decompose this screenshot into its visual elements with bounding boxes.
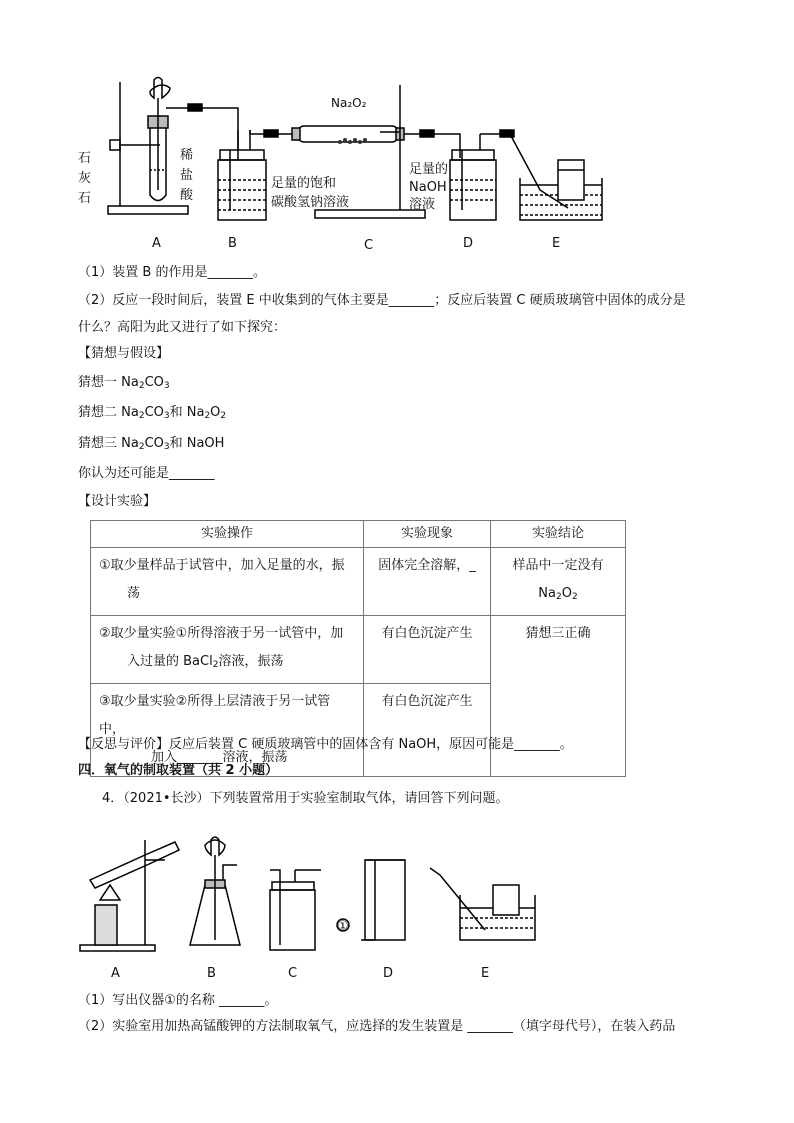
guess-heading: 【猜想与假设】 xyxy=(78,346,170,361)
d-label-1: 足量的 xyxy=(409,162,449,177)
question-4-1: （1）写出仪器①的名称 _______。 xyxy=(78,993,278,1008)
caption-b: B xyxy=(228,236,237,251)
guess-other: 你认为还可能是_______ xyxy=(78,466,215,481)
acid-label-3: 酸 xyxy=(180,188,194,203)
caption-a: A xyxy=(152,236,161,251)
caption-c: C xyxy=(364,238,374,253)
limestone-label-2: 灰 xyxy=(78,171,92,186)
caption2-d: D xyxy=(383,966,394,981)
acid-label-2: 盐 xyxy=(180,168,194,183)
b-label-1: 足量的饱和 xyxy=(271,176,337,191)
guess-1: 猜想一 $Na_2CO_3$ xyxy=(78,375,170,391)
na2o2-label: Na₂O₂ xyxy=(331,96,367,110)
guess-3: 猜想三 $Na_2CO_3$和 NaOH xyxy=(78,436,225,452)
table-row: ③取少量实验②所得上层清液于另一试管中， 加入_______溶液，振荡 有白色沉淀产生 xyxy=(91,684,626,777)
caption2-a: A xyxy=(111,966,120,981)
caption2-c: C xyxy=(288,966,298,981)
limestone-label-3: 石 xyxy=(78,191,92,206)
caption2-e: E xyxy=(481,966,490,981)
b-label-2: 碳酸氢钠溶液 xyxy=(271,195,350,210)
table-header-phenomenon: 实验现象 xyxy=(364,521,491,548)
design-heading: 【设计实验】 xyxy=(78,494,157,509)
table-row: ②取少量实验①所得溶液于另一试管中，加 入过量的 BaCl$_2$溶液，振荡 有白色沉淀产生 猜想三正确 xyxy=(91,616,626,684)
d-label-2: NaOH xyxy=(409,180,447,195)
acid-label-1: 稀 xyxy=(180,148,194,163)
section-4-heading: 四．氧气的制取装置（共 2 小题） xyxy=(78,763,279,778)
question-4-2: （2）实验室用加热高锰酸钾的方法制取氧气，应选择的发生装置是 _______（填字母代号），在装入药品 xyxy=(78,1019,676,1034)
caption2-b: B xyxy=(207,966,216,981)
d-label-3: 溶液 xyxy=(409,197,436,212)
apparatus-figure-1 xyxy=(70,70,730,230)
table-row: ①取少量样品于试管中，加入足量的水，振 荡 固体完全溶解，_ 样品中一定没有 $Na_2O_2$ xyxy=(91,548,626,616)
apparatus-figure-2 xyxy=(75,830,555,960)
caption-d: D xyxy=(463,236,474,251)
question-2-line-2: 什么？高阳为此又进行了如下探究： xyxy=(78,320,287,335)
question-4-intro: 4．（2021•长沙）下列装置常用于实验室制取气体，请回答下列问题。 xyxy=(102,791,509,806)
instrument-1-label: ① xyxy=(337,919,349,934)
caption-e: E xyxy=(552,236,561,251)
limestone-label-1: 石 xyxy=(78,151,92,166)
table-header-conclusion: 实验结论 xyxy=(491,521,626,548)
question-1: （1）装置 B 的作用是_______。 xyxy=(78,265,266,280)
question-2-line-1: （2）反应一段时间后，装置 E 中收集到的气体主要是_______；反应后装置 C 硬质玻璃管中固体的成分是 xyxy=(78,293,686,308)
guess-2: 猜想二 $Na_2CO_3$和 $Na_2O_2$ xyxy=(78,405,227,421)
reflection: 【反思与评价】反应后装置 C 硬质玻璃管中的固体含有 NaOH，原因可能是_______。 xyxy=(78,737,573,752)
table-header-operation: 实验操作 xyxy=(91,521,364,548)
